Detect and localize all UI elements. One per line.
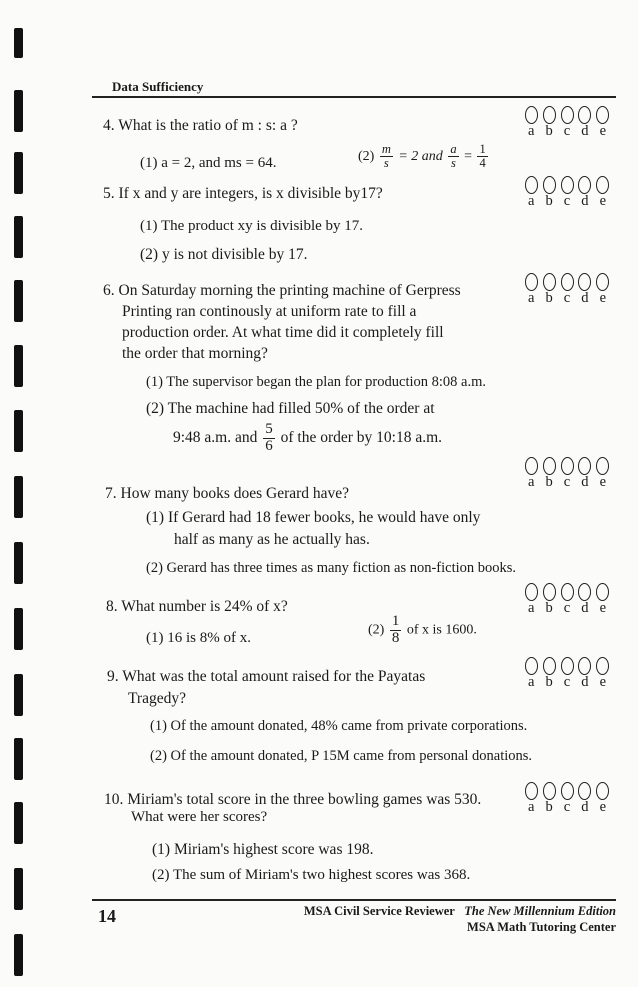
q8-statement-2 <box>368 614 477 647</box>
choice-bubble-e[interactable] <box>596 273 609 291</box>
binder-hole <box>14 345 23 387</box>
choice-bubble-d[interactable] <box>578 106 591 124</box>
choice-bubble-e[interactable] <box>596 782 609 800</box>
choice-letter: d <box>581 193 589 209</box>
q7-statement-1-continued: half as many as he actually has. <box>174 531 370 548</box>
choice-letter: d <box>581 290 589 306</box>
choice-letter: a <box>528 799 535 815</box>
choice-letter: e <box>599 290 606 306</box>
question-7-text: 7. How many books does Gerard have? <box>105 485 350 502</box>
answer-choices-q8 <box>522 583 612 617</box>
choice-bubble-c[interactable] <box>561 106 574 124</box>
choice-bubble-c[interactable] <box>561 457 574 475</box>
choice-bubble-b[interactable] <box>543 176 556 194</box>
choice-letter: e <box>599 674 606 690</box>
fraction <box>390 614 402 647</box>
denominator: 6 <box>265 437 273 454</box>
choice-bubble-b[interactable] <box>543 657 556 675</box>
binder-hole <box>14 608 23 650</box>
numerator: m <box>381 142 391 156</box>
binder-hole <box>14 28 23 58</box>
choice-bubble-b[interactable] <box>543 457 556 475</box>
binder-hole <box>14 476 23 518</box>
numerator: 1 <box>391 613 400 629</box>
q4-statement-2 <box>358 143 490 170</box>
q7-statement-2: (2) Gerard has three times as many fiction as non-fiction books. <box>146 560 517 576</box>
answer-choices-q4 <box>522 106 612 140</box>
choice-bubble-d[interactable] <box>578 457 591 475</box>
q9-statement-2: (2) Of the amount donated, P 15M came from personal donations. <box>150 748 533 764</box>
answer-choices-q9 <box>522 657 612 691</box>
choice-bubble-c[interactable] <box>561 782 574 800</box>
choice-letter: c <box>563 474 571 490</box>
choice-bubble-c[interactable] <box>561 273 574 291</box>
choice-letter: b <box>545 123 553 139</box>
choice-bubble-a[interactable] <box>525 106 538 124</box>
choice-bubble-e[interactable] <box>596 106 609 124</box>
statement-text: = 2 and <box>398 148 443 164</box>
choice-letter: a <box>528 193 535 209</box>
choice-letter: b <box>545 799 553 815</box>
choice-bubble-a[interactable] <box>525 583 538 601</box>
choice-bubble-d[interactable] <box>578 176 591 194</box>
choice-bubble-b[interactable] <box>543 583 556 601</box>
footer-title: MSA Civil Service Reviewer <box>303 904 455 918</box>
choice-letter: a <box>528 674 535 690</box>
choice-letter: a <box>528 290 535 306</box>
question-9-line-1: 9. What was the total amount raised for the Payatas <box>107 668 426 685</box>
equals-sign: = <box>464 148 472 164</box>
binder-hole <box>14 542 23 584</box>
choice-letter: d <box>581 674 589 690</box>
choice-bubble-b[interactable] <box>543 106 556 124</box>
choice-bubble-b[interactable] <box>543 273 556 291</box>
answer-choices-q5 <box>522 176 612 210</box>
binder-margin <box>0 0 40 987</box>
choice-letter: b <box>545 674 553 690</box>
binder-hole <box>14 674 23 716</box>
binder-hole <box>14 802 23 844</box>
choice-letter: e <box>599 600 606 616</box>
choice-letter: b <box>545 600 553 616</box>
question-10-line-2: What were her scores? <box>131 809 268 825</box>
footer-divider <box>92 899 616 901</box>
answer-choices-q10 <box>522 782 612 816</box>
choice-bubble-e[interactable] <box>596 457 609 475</box>
q6-statement-1: (1) The supervisor began the plan for production 8:08 a.m. <box>146 374 486 390</box>
choice-bubble-e[interactable] <box>596 657 609 675</box>
choice-letter: c <box>563 799 571 815</box>
page-number: 14 <box>98 906 116 926</box>
q5-statement-1: (1) The product xy is divisible by 17. <box>140 218 364 234</box>
choice-bubble-c[interactable] <box>561 583 574 601</box>
q9-statement-1: (1) Of the amount donated, 48% came from private corporations. <box>150 718 528 734</box>
choice-bubble-e[interactable] <box>596 583 609 601</box>
footer-edition: The New Millennium Edition <box>464 904 616 918</box>
binder-hole <box>14 90 23 132</box>
choice-letter: d <box>581 799 589 815</box>
choice-bubble-d[interactable] <box>578 657 591 675</box>
denominator: s <box>451 156 456 171</box>
choice-bubble-d[interactable] <box>578 273 591 291</box>
fraction <box>263 422 275 455</box>
q6-statement-2-continued <box>173 422 442 455</box>
numerator: 5 <box>265 421 273 437</box>
choice-bubble-a[interactable] <box>525 457 538 475</box>
choice-letter: a <box>528 600 535 616</box>
choice-bubble-e[interactable] <box>596 176 609 194</box>
choice-bubble-a[interactable] <box>525 657 538 675</box>
choice-bubble-a[interactable] <box>525 273 538 291</box>
section-title: Data Sufficiency <box>112 79 204 94</box>
footer-publication <box>304 904 616 919</box>
choice-bubble-c[interactable] <box>561 176 574 194</box>
q4-statement-1: (1) a = 2, and ms = 64. <box>140 155 277 171</box>
question-9-line-2: Tragedy? <box>128 690 186 707</box>
q5-statement-2: (2) y is not divisible by 17. <box>140 246 308 263</box>
choice-letter: c <box>563 193 571 209</box>
choice-letter: e <box>599 799 606 815</box>
fraction <box>448 143 458 170</box>
header-divider <box>92 96 616 98</box>
q8-statement-1: (1) 16 is 8% of x. <box>146 630 251 646</box>
choice-bubble-d[interactable] <box>578 782 591 800</box>
choice-letter: c <box>563 123 571 139</box>
denominator: 8 <box>391 629 400 646</box>
q10-statement-1: (1) Miriam's highest score was 198. <box>152 841 374 858</box>
question-6-line-2: Printing ran continously at uniform rate to fill a <box>122 303 417 320</box>
answer-choices-q7 <box>522 457 612 491</box>
binder-hole <box>14 152 23 194</box>
binder-hole <box>14 216 23 258</box>
numerator: 1 <box>479 142 486 156</box>
footer-publisher: MSA Math Tutoring Center <box>467 920 616 934</box>
choice-letter: b <box>545 290 553 306</box>
fraction <box>477 143 487 170</box>
binder-hole <box>14 868 23 910</box>
question-6-line-3: production order. At what time did it completely fill <box>122 324 444 341</box>
statement-number: (2) <box>358 148 375 164</box>
choice-letter: d <box>581 474 589 490</box>
statement-text: of the order by 10:18 a.m. <box>280 428 443 446</box>
binder-hole <box>14 410 23 452</box>
q10-statement-2: (2) The sum of Miriam's two highest scores was 368. <box>152 867 471 883</box>
choice-letter: c <box>563 290 571 306</box>
question-6-line-4: the order that morning? <box>122 345 268 362</box>
denominator: s <box>383 156 389 171</box>
choice-letter: b <box>545 474 553 490</box>
choice-bubble-b[interactable] <box>543 782 556 800</box>
choice-letter: e <box>599 474 606 490</box>
choice-letter: a <box>528 123 535 139</box>
binder-hole <box>14 738 23 780</box>
choice-letter: a <box>528 474 535 490</box>
choice-bubble-a[interactable] <box>525 176 538 194</box>
question-4-text: 4. What is the ratio of m : s: a ? <box>103 117 298 134</box>
statement-text: of x is 1600. <box>406 622 477 638</box>
denominator: 4 <box>479 156 486 171</box>
binder-hole <box>14 934 23 976</box>
choice-bubble-d[interactable] <box>578 583 591 601</box>
answer-choices-q6 <box>522 273 612 307</box>
choice-letter: e <box>599 193 606 209</box>
fraction <box>380 143 393 170</box>
choice-letter: d <box>581 123 589 139</box>
statement-text: 9:48 a.m. and <box>173 428 258 446</box>
choice-letter: c <box>563 600 571 616</box>
q7-statement-1: (1) If Gerard had 18 fewer books, he would have only <box>146 509 481 526</box>
numerator: a <box>450 142 457 156</box>
question-5-text: 5. If x and y are integers, is x divisible by17? <box>103 185 383 202</box>
question-10-line-1: 10. Miriam's total score in the three bowling games was 530. <box>104 791 482 808</box>
binder-hole <box>14 280 23 322</box>
choice-letter: e <box>599 123 606 139</box>
question-6-line-1: 6. On Saturday morning the printing machine of Gerpress <box>103 282 461 299</box>
choice-bubble-c[interactable] <box>561 657 574 675</box>
choice-letter: c <box>563 674 571 690</box>
choice-letter: d <box>581 600 589 616</box>
statement-number: (2) <box>368 622 385 638</box>
choice-bubble-a[interactable] <box>525 782 538 800</box>
q6-statement-2: (2) The machine had filled 50% of the order at <box>146 400 435 417</box>
question-8-text: 8. What number is 24% of x? <box>106 598 288 615</box>
choice-letter: b <box>545 193 553 209</box>
